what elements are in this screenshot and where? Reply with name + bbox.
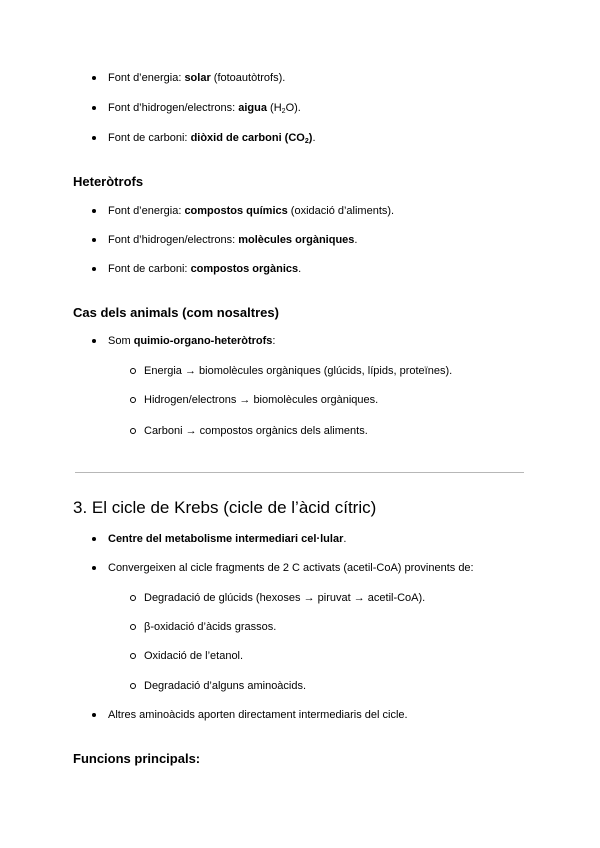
sub-list-item: Oxidació de l’etanol.: [144, 650, 244, 662]
sub-list-item: Degradació de glúcids (hexoses → piruvat → acetil-CoA).: [144, 592, 426, 604]
sub-list-item: Energia → biomolècules orgàniques (glúcids, lípids, proteïnes).: [144, 365, 453, 377]
list-item: Font d’hidrogen/electrons: aigua $(H_2O)$.: [108, 102, 301, 115]
sub-list-item: β-oxidació d’àcids grassos.: [144, 621, 277, 633]
sub-list-item: Carboni → compostos orgànics dels aliments.: [144, 425, 368, 437]
list-item: Font de carboni: diòxid de carboni $(CO_2)$.: [108, 132, 316, 145]
section-heading-heterotrofs: Heteròtrofs: [73, 174, 144, 189]
section-heading-krebs: 3. El cicle de Krebs (cicle de l’àcid cítric): [73, 498, 377, 517]
horizontal-rule: [75, 472, 524, 473]
list-item: Som quimio-organo-heteròtrofs:: [108, 335, 276, 347]
list-item: Centre del metabolisme intermediari cel·lular.: [108, 533, 347, 545]
sub-list-item: Hidrogen/electrons → biomolècules orgàniques.: [144, 394, 379, 406]
list-item: Font de carboni: compostos orgànics.: [108, 263, 302, 275]
list-item: Font d’energia: solar (fotoautòtrofs).: [108, 72, 286, 84]
section-heading-animals: Cas dels animals (com nosaltres): [73, 305, 279, 320]
list-item: Altres aminoàcids aporten directament intermediaris del cicle.: [108, 709, 408, 721]
list-item: Convergeixen al cicle fragments de 2 C activats (acetil-CoA) provinents de:: [108, 562, 474, 574]
sub-list-item: Degradació d’alguns aminoàcids.: [144, 680, 307, 692]
list-item: Font d’energia: compostos químics (oxidació d’aliments).: [108, 205, 395, 217]
list-item: Font d’hidrogen/electrons: molècules orgàniques.: [108, 234, 358, 246]
section-heading-funcions: Funcions principals:: [73, 751, 201, 766]
